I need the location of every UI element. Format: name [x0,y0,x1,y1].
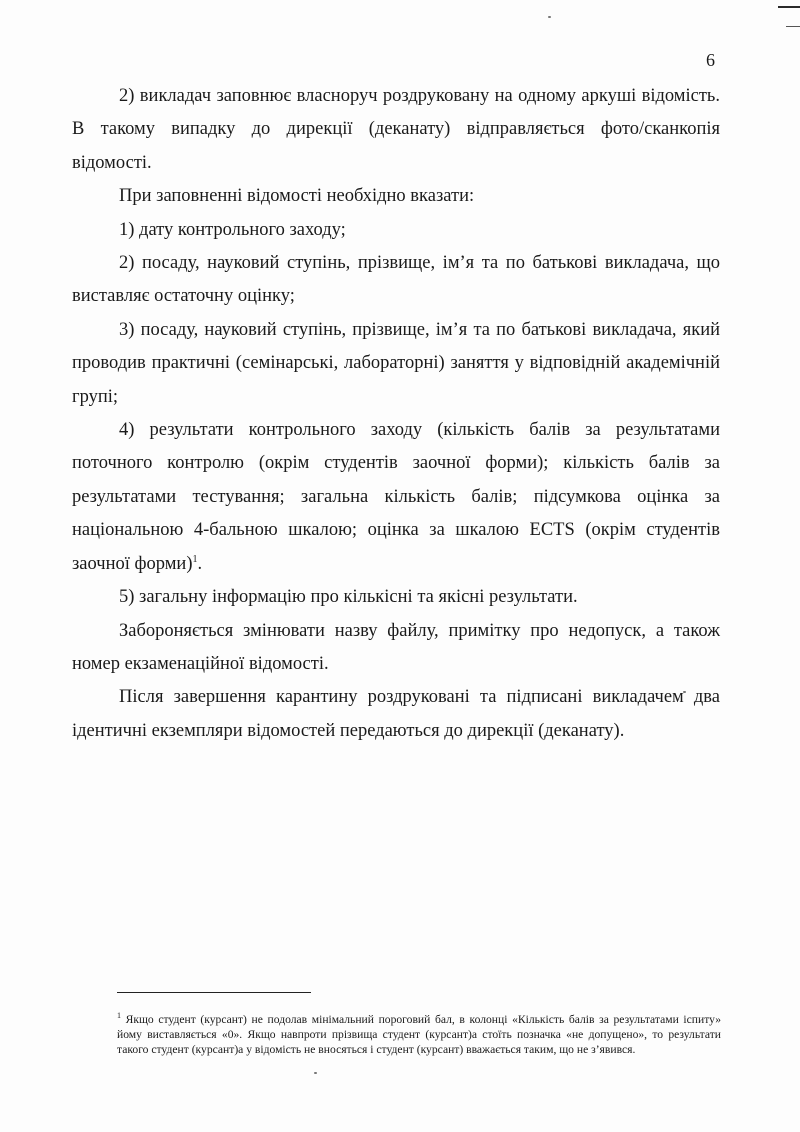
list-item: 3) посаду, науковий ступінь, прізвище, ім’я та по батькові викладача, який проводив практичні (семінарські, лабораторні) заняття у відповідній академічній групі; [72,319,720,407]
scan-edge-mark [786,26,800,27]
paragraph: При заповненні відомості необхідно вказати: [119,186,475,207]
list-item-end: . [197,553,203,574]
scan-edge-mark [778,6,800,8]
list-item-text: 4) результати контрольного заходу (кількість балів за результатами поточного контролю (окрім студентів заочної форми); кількість балів за результатами тестування; загальна кількість балів; підсумкова оцінка за національною 4-бальною шкалою; оцінка за шкалою ECTS (окрім студентів заочної форми) [72,420,720,574]
list-item: 1) дату контрольного заходу; [119,219,346,240]
footnote-separator [117,992,311,993]
body-text [72,80,720,748]
scan-speck [548,16,551,18]
footnote-marker: 1 [117,1011,121,1021]
list-item: 2) посаду, науковий ступінь, прізвище, ім’я та по батькові викладача, що виставляє остаточну оцінку; [72,253,720,307]
footnote [117,1012,721,1057]
footnote-reference: 1 [192,553,198,565]
list-item: 5) загальну інформацію про кількісні та якісні результати. [119,587,578,608]
paragraph: Забороняється змінювати назву файлу, примітку про недопуск, а також номер екзаменаційної відомості. [72,620,720,674]
paragraph: Після завершення карантину роздруковані та підписані викладачем два ідентичні екземпляри відомостей передаються до дирекції (деканату). [72,687,720,741]
footnote-text: Якщо студент (курсант) не подолав мінімальний пороговий бал, в колонці «Кількість балів за результатами іспиту» йому виставляється «0». Якщо навпроти прізвища студент (курсант)а стоїть позначка «не допущено», то результати такого студент (курсант)а у відомість не вносяться і студент (курсант) вважається таким, що не з’явився. [117,1013,721,1056]
list-item [72,414,720,581]
paragraph: 2) викладач заповнює власноруч роздруковану на одному аркуші відомість. В такому випадку до дирекції (деканату) відправляється фото/сканкопія відомості. [72,86,720,173]
scan-speck [314,1072,317,1074]
page-number: 6 [706,50,715,70]
